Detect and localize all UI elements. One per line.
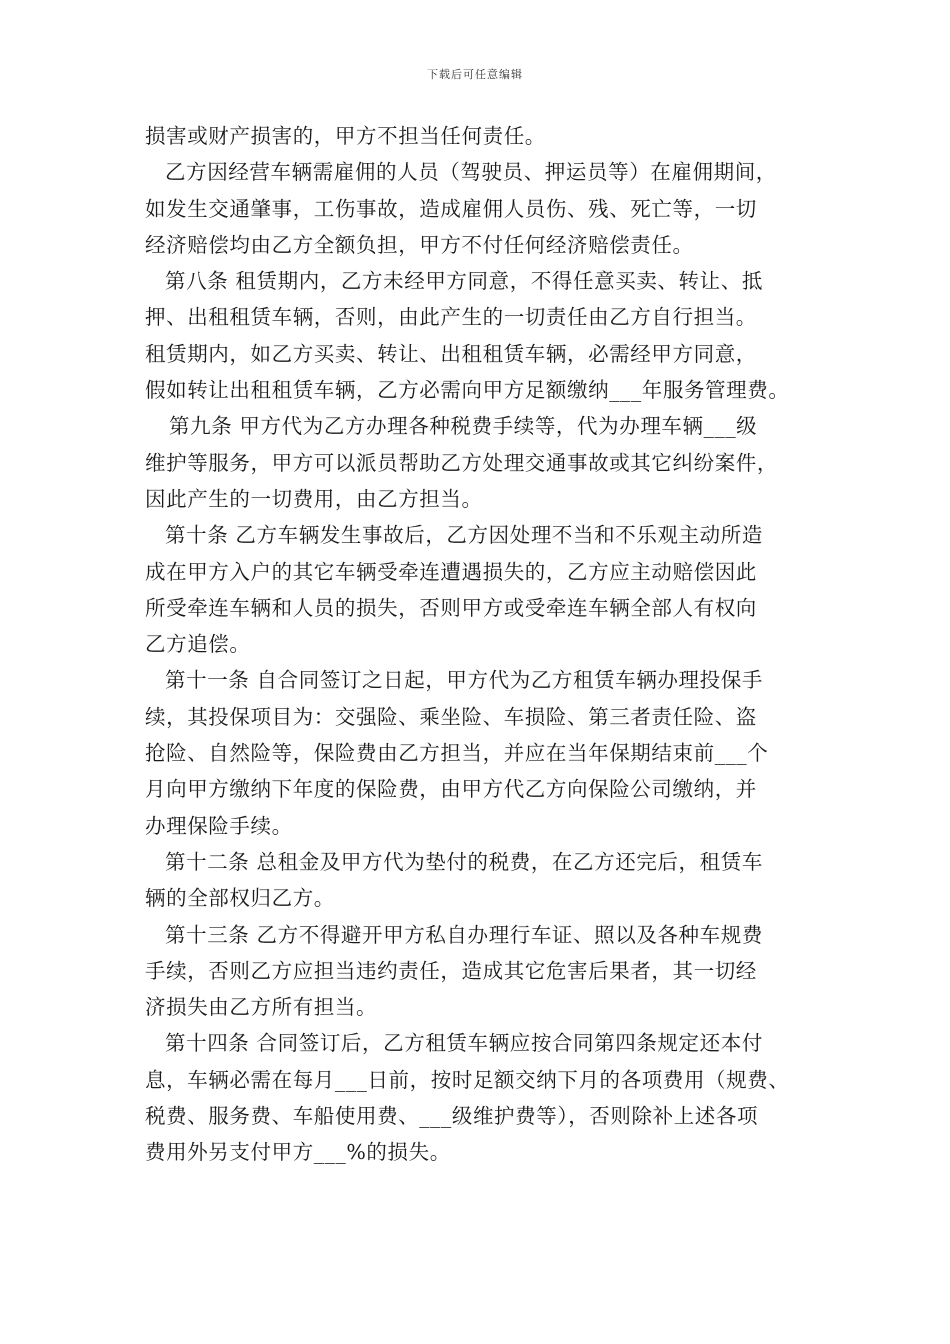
text-line: 乙方因经营车辆需雇佣的人员（驾驶员、押运员等）在雇佣期间， (165, 160, 777, 185)
text-line: 济损失由乙方所有担当。 (145, 995, 378, 1020)
text-line: 手续，否则乙方应担当违约责任，造成其它危害后果者，其一切经 (145, 958, 757, 983)
text-line: 第八条 租赁期内，乙方未经甲方同意，不得任意买卖、转让、抵 (165, 269, 763, 294)
text-line: 息，车辆必需在每月___日前，按时足额交纳下月的各项费用（规费、 (145, 1067, 790, 1092)
text-line: 抢险、自然险等，保险费由乙方担当，并应在当年保期结束前___个 (145, 741, 769, 766)
page-header: 下载后可任意编辑 (427, 68, 523, 81)
text-line: 经济赔偿均由乙方全额负担，甲方不付任何经济赔偿责任。 (145, 232, 694, 257)
text-line: 假如转让出租租赁车辆，乙方必需向甲方足额缴纳___年服务管理费。 (145, 378, 790, 403)
text-line: 维护等服务，甲方可以派员帮助乙方处理交通事故或其它纠纷案件， (145, 450, 778, 475)
text-line: 费用外另支付甲方___%的损失。 (145, 1140, 451, 1165)
text-line: 押、出租租赁车辆，否则，由此产生的一切责任由乙方自行担当。 (145, 305, 757, 330)
text-line: 损害或财产损害的，甲方不担当任何责任。 (145, 124, 546, 148)
text-line: 第十一条 自合同签订之日起，甲方代为乙方租赁车辆办理投保手 (165, 668, 763, 693)
text-line: 所受牵连车辆和人员的损失，否则甲方或受牵连车辆全部人有权向 (145, 595, 757, 620)
text-line: 因此产生的一切费用，由乙方担当。 (145, 486, 483, 511)
text-line: 续，其投保项目为：交强险、乘坐险、车损险、第三者责任险、盗 (145, 704, 757, 729)
text-line: 乙方追偿。 (145, 632, 251, 657)
text-line: 月向甲方缴纳下年度的保险费，由甲方代乙方向保险公司缴纳，并 (145, 777, 757, 802)
text-line: 第十三条 乙方不得避开甲方私自办理行车证、照以及各种车规费 (165, 922, 763, 947)
text-line: 如发生交通肇事，工伤事故，造成雇佣人员伤、残、死亡等，一切 (145, 196, 757, 221)
text-line: 辆的全部权归乙方。 (145, 886, 335, 911)
text-line: 第十四条 合同签订后，乙方租赁车辆应按合同第四条规定还本付 (165, 1031, 763, 1056)
text-line: 办理保险手续。 (145, 813, 293, 838)
text-line: 第十二条 总租金及甲方代为垫付的税费，在乙方还完后，租赁车 (165, 849, 763, 874)
text-line: 第九条 甲方代为乙方办理各种税费手续等，代为办理车辆___级 (169, 414, 758, 439)
text-line: 租赁期内，如乙方买卖、转让、出租租赁车辆，必需经甲方同意， (145, 341, 757, 366)
document-body (145, 118, 827, 1171)
text-line: 税费、服务费、车船使用费、___级维护费等），否则除补上述各项 (145, 1104, 759, 1129)
text-line: 第十条 乙方车辆发生事故后，乙方因处理不当和不乐观主动所造 (165, 523, 763, 548)
text-line: 成在甲方入户的其它车辆受牵连遭遇损失的，乙方应主动赔偿因此 (145, 559, 757, 584)
